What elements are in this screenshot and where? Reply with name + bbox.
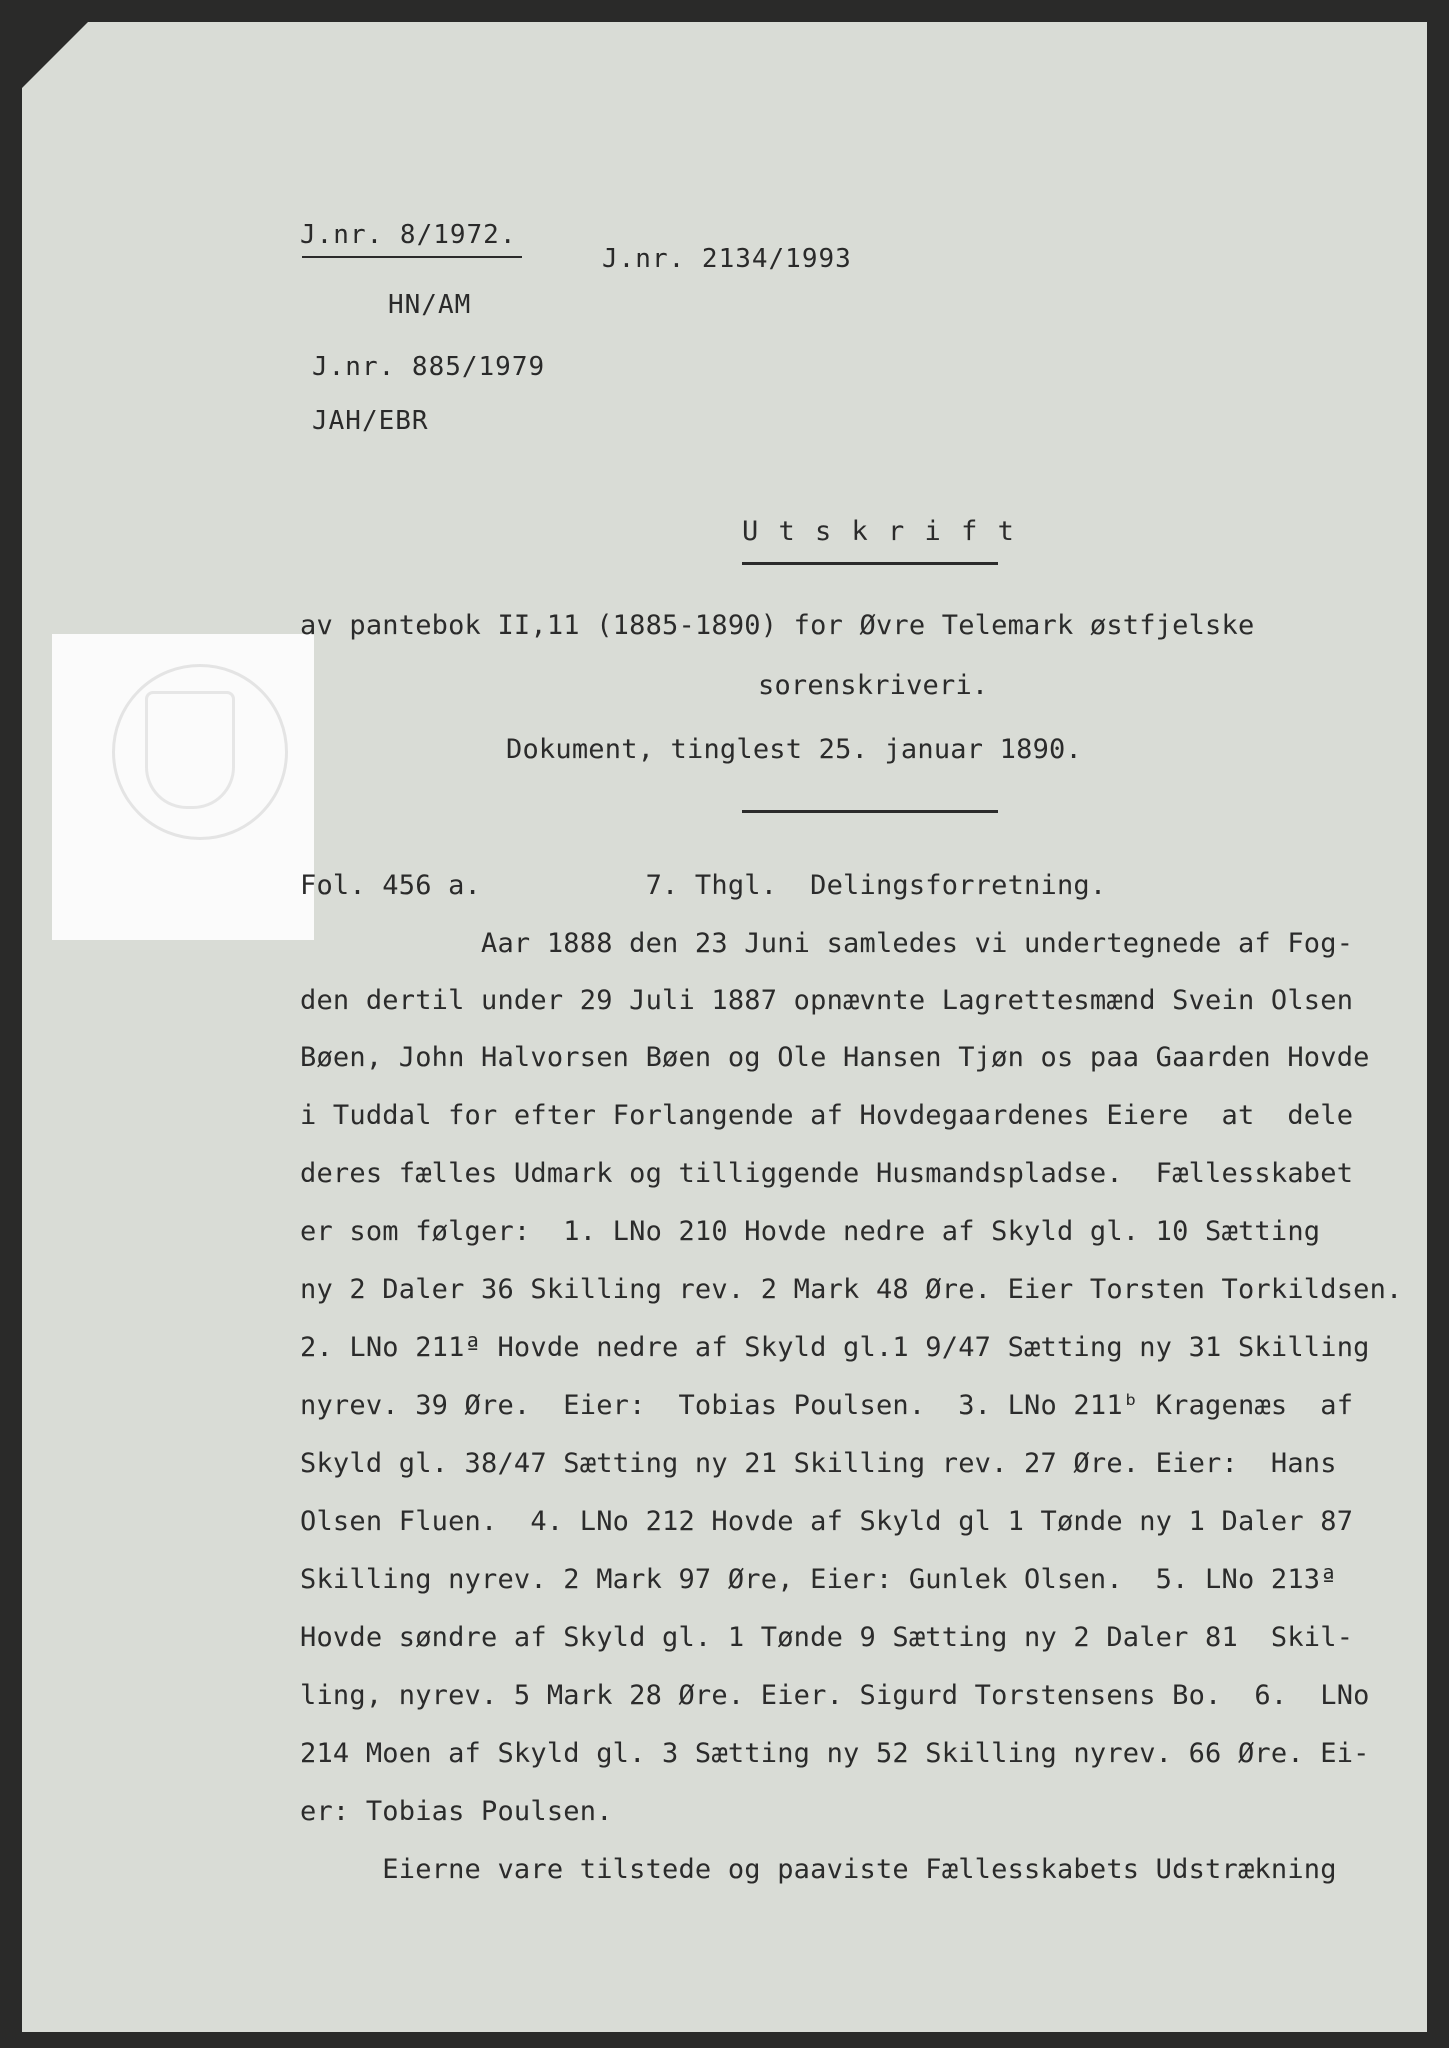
journal-number-1972: J.nr. 8/1972. — [300, 220, 517, 250]
scan-edge-top — [0, 0, 1449, 22]
body-line: Fol. 456 a. 7. Thgl. Delingsforretning. — [300, 870, 1107, 901]
body-line: den dertil under 29 Juli 1887 opnævnte Lagrettesmænd Svein Olsen — [300, 985, 1354, 1016]
archive-stamp — [52, 634, 314, 940]
document-title: U t s k r i f t — [742, 516, 1016, 547]
body-line: ny 2 Daler 36 Skilling rev. 2 Mark 48 Øre. Eier Torsten Torkildsen. — [300, 1274, 1403, 1305]
body-line: i Tuddal for efter Forlangende af Hovdegaardenes Eiere at dele — [300, 1100, 1354, 1131]
initials-jah-ebr: JAH/EBR — [312, 406, 429, 436]
journal-number-underline — [302, 256, 522, 258]
body-line: Eierne vare tilstede og paaviste Fællesskabets Udstrækning — [300, 1854, 1337, 1885]
scan-edge-left — [0, 0, 22, 2048]
body-line: Skyld gl. 38/47 Sætting ny 21 Skilling rev. 27 Øre. Eier: Hans — [300, 1448, 1337, 1479]
body-line: 2. LNo 211ª Hovde nedre af Skyld gl.1 9/47 Sætting ny 31 Skilling — [300, 1332, 1370, 1363]
body-line: Hovde søndre af Skyld gl. 1 Tønde 9 Sætting ny 2 Daler 81 Skil- — [300, 1622, 1354, 1653]
scan-edge-right — [1427, 0, 1449, 2048]
journal-number-1993: J.nr. 2134/1993 — [602, 244, 852, 274]
folded-corner — [22, 22, 88, 88]
document-page — [22, 22, 1427, 2032]
body-line: deres fælles Udmark og tilliggende Husmandspladse. Fællesskabet — [300, 1158, 1354, 1189]
source-description-cont: sorenskriveri. — [758, 670, 989, 701]
body-line: Skilling nyrev. 2 Mark 97 Øre, Eier: Gunlek Olsen. 5. LNo 213ª — [300, 1564, 1337, 1595]
registration-date: Dokument, tinglest 25. januar 1890. — [506, 734, 1082, 765]
section-divider — [742, 810, 998, 813]
body-line: nyrev. 39 Øre. Eier: Tobias Poulsen. 3. LNo 211ᵇ Kragenæs af — [300, 1390, 1354, 1421]
scan-edge-bottom — [0, 2032, 1449, 2048]
body-line: Aar 1888 den 23 Juni samledes vi undertegnede af Fog- — [300, 928, 1354, 959]
title-underline — [742, 562, 998, 565]
source-description: av pantebok II,11 (1885-1890) for Øvre Telemark østfjelske — [300, 610, 1255, 641]
initials-hn-am: HN/AM — [388, 290, 472, 320]
seal-ring — [112, 664, 288, 840]
body-line: 214 Moen af Skyld gl. 3 Sætting ny 52 Skilling nyrev. 66 Øre. Ei- — [300, 1738, 1370, 1769]
body-line: Bøen, John Halvorsen Bøen og Ole Hansen Tjøn os paa Gaarden Hovde — [300, 1042, 1370, 1073]
journal-number-1979: J.nr. 885/1979 — [312, 352, 546, 382]
body-line: er som følger: 1. LNo 210 Hovde nedre af Skyld gl. 10 Sætting — [300, 1216, 1321, 1247]
seal-shield-icon — [145, 691, 235, 809]
body-line: er: Tobias Poulsen. — [300, 1796, 613, 1827]
body-line: Olsen Fluen. 4. LNo 212 Hovde af Skyld gl 1 Tønde ny 1 Daler 87 — [300, 1506, 1354, 1537]
body-line: ling, nyrev. 5 Mark 28 Øre. Eier. Sigurd Torstensens Bo. 6. LNo — [300, 1680, 1370, 1711]
